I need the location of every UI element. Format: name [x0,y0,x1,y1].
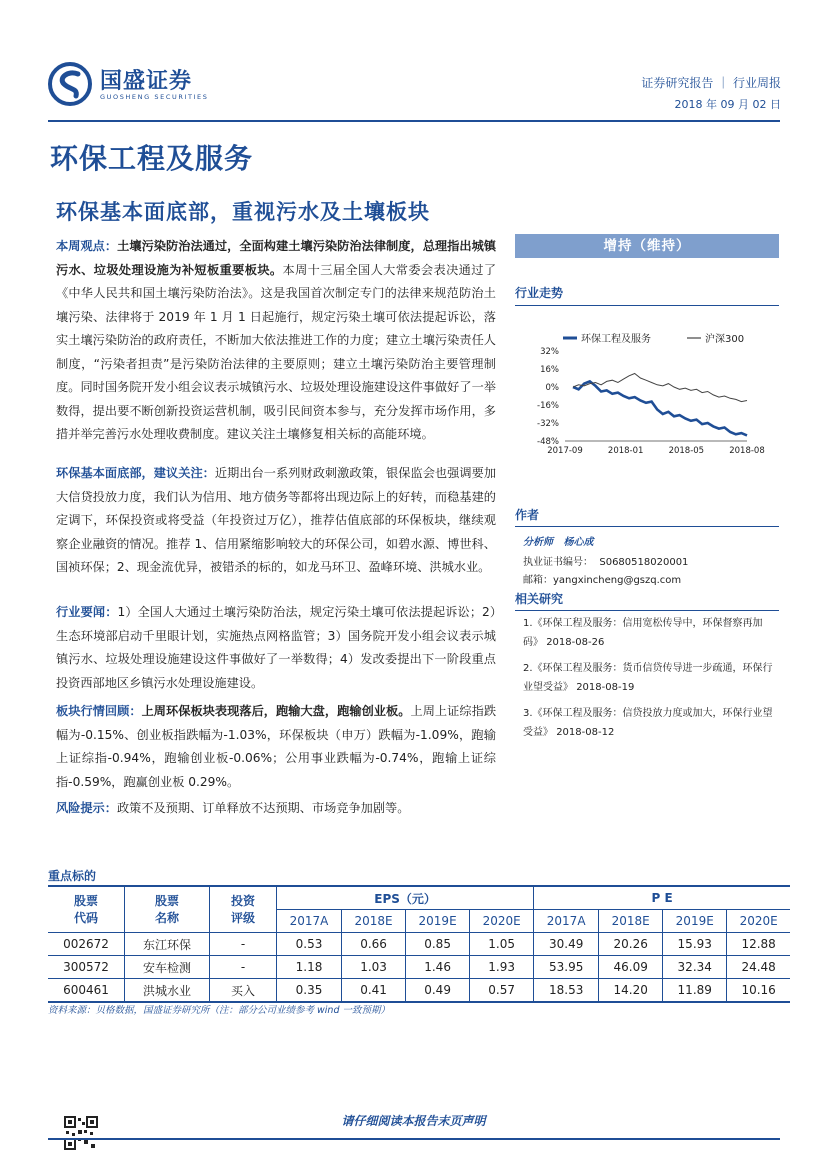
pe-value: 46.09 [599,956,663,979]
stock-rating: - [210,956,277,979]
industry-news-label: 行业要闻： [56,605,118,619]
pe-value: 20.26 [599,933,663,956]
license-label: 执业证书编号： [523,557,593,568]
rating-badge: 增持（维持） [515,234,779,258]
eps-value: 1.46 [406,956,470,979]
fundamentals-text: 近期出台一系列财政刺激政策，银保监会也强调要加大信贷投放力度，我们认为信用、地方债务等都将出现边际上的好转，而稳基建的定调下，环保投资或将受益（年投资过万亿），推荐估值底部的环保板块，继续观察企业融资的情况。推荐 1、信用紧缩影响较大的环保公司，如碧水源、博世科、国祯环保；2、现金流优异，被错杀的标的，如龙马环卫、盈峰环境、洪城水业。 [56,466,497,574]
x-tick-label: 2018-01 [607,446,644,456]
y-tick-label: -16% [537,401,559,411]
analyst-name: 杨心成 [563,537,594,548]
stock-rating: - [210,933,277,956]
footer-disclaimer: 请仔细阅读本报告末页声明 [341,1114,486,1128]
y-tick-label: 32% [540,347,559,357]
stock-name: 洪城水业 [125,979,210,1003]
risk-paragraph [56,797,496,821]
y-tick-label: -32% [537,419,559,429]
key-stocks-table [48,885,790,1003]
eps-value: 0.66 [342,933,406,956]
header-stock-name: 股票名称 [125,886,210,933]
eps-value: 1.18 [277,956,342,979]
eps-value: 0.41 [342,979,406,1003]
related-section-title: 相关研究 [515,592,564,606]
header-eps: EPS（元） [277,886,534,910]
eps-year: 2020E [470,910,534,933]
industry-title: 环保工程及服务 [50,142,254,175]
related-report-1[interactable] [523,614,775,652]
footer-divider [48,1138,780,1140]
email-line [523,571,681,586]
header-divider [48,120,780,122]
related-report-3[interactable] [523,704,775,742]
series-line-industry [573,381,747,435]
y-tick-label: 16% [540,365,559,375]
legend-label-hs300: 沪深300 [705,334,745,345]
pe-value: 10.16 [741,983,776,997]
table-row [48,956,790,979]
trend-section-title: 行业走势 [515,286,564,300]
header-stock-code: 股票代码 [48,886,125,933]
pe-value: 24.48 [741,960,776,974]
table-row [48,933,790,956]
fundamentals-paragraph [56,462,496,580]
analyst-email[interactable]: yangxincheng@gszq.com [553,575,682,586]
pe-year: 2017A [534,910,599,933]
author-section-rule [515,526,779,527]
eps-value: 1.03 [342,956,406,979]
key-stocks-title: 重点标的 [48,869,97,883]
eps-value: 1.05 [470,933,534,956]
related-report-title: 2.《环保工程及服务：货币信贷传导进一步疏通，环保行业望受益》 [523,663,773,693]
email-label: 邮箱： [523,575,553,586]
table-source-note: 资料来源：贝格数据，国盛证券研究所（注：部分公司业绩参考 wind 一致预期） [48,1005,391,1016]
y-tick-label: -48% [537,437,559,447]
report-date: 2018 年 09 月 02 日 [674,98,781,111]
eps-year: 2018E [342,910,406,933]
x-tick-label: 2018-05 [668,446,705,456]
x-tick-label: 2017-09 [547,446,583,456]
x-tick-label: 2018-08 [729,446,765,456]
eps-value: 0.35 [277,979,342,1003]
report-type: 证券研究报告 ｜ 行业周报 [641,76,781,90]
stock-code: 600461 [48,979,125,1003]
pe-year: 2018E [599,910,663,933]
license-line [523,553,688,568]
industry-news-paragraph [56,601,496,695]
risk-text: 政策不及预期、订单释放不达预期、市场竞争加剧等。 [116,801,410,815]
pe-value: 53.95 [534,956,599,979]
company-logo [48,62,218,106]
chart-legend [563,332,744,345]
stock-code: 002672 [48,933,125,956]
eps-year: 2017A [277,910,342,933]
header-pe: P E [534,886,790,910]
pe-year: 2020E [739,914,778,928]
market-review-text: 上周上证综指跌幅为-0.15%、创业板指跌幅为-1.03%，环保板块（申万）跌幅为-1.09%，跑输上证综指-0.94%，跑输创业板-0.06%；公用事业跌幅为-0.74%，跑输上证综指-0.59%，跑赢创业板 0.29%。 [56,704,497,789]
risk-label: 风险提示： [56,801,117,815]
logo-english-name: GUOSHENG SECURITIES [100,93,209,101]
market-review-bold: 上周环保板块表现落后，跑输大盘，跑输创业板。 [141,704,411,718]
eps-value: 0.57 [470,979,534,1003]
related-report-2[interactable] [523,659,775,697]
pe-value: 11.89 [663,979,727,1003]
related-report-date: 2018-08-19 [576,682,635,693]
pe-value: 32.34 [663,956,727,979]
logo-mark-icon [48,62,92,106]
related-report-date: 2018-08-12 [556,727,615,738]
industry-trend-chart [515,325,779,465]
license-number: S0680518020001 [599,557,689,568]
weekly-view-text: 本周十三届全国人大常委会表决通过了《中华人民共和国土壤污染防治法》。这是我国首次制定专门的法律来规范防治土壤污染、法律将于 2019 年 1 月 1 日起施行，规定污染土壤可依法提起诉讼，落实土壤污染防治的政府责任，不断加大依法推进工作的力度；建立土壤污染责任人制度，“污染者担责”是污染防治法律的主要原则；建立土壤污染防治主要管理制度。同时国务院开发小组会议表示城镇污水、垃圾处理设施建设这件事做好了一举数得，提出要不断创新投资运营机制，吸引民间资本参与，充分发挥市场作用，多措并举完善污水处理收费制度。建议关注土壤修复相关标的高能环境。 [56,262,497,441]
legend-label-industry: 环保工程及服务 [581,334,651,345]
fundamentals-label: 环保基本面底部，建议关注： [56,466,215,480]
related-report-date: 2018-08-26 [546,637,605,648]
logo-name: 国盛证券 [100,69,193,94]
author-section-title: 作者 [515,508,540,522]
eps-value: 0.85 [406,933,470,956]
related-report-title: 3.《环保工程及服务：信贷投放力度或加大，环保行业望受益》 [523,708,773,738]
analyst-label: 分析师 [523,537,553,548]
market-review-label: 板块行情回顾： [56,704,142,718]
stock-rating: 买入 [210,979,277,1003]
table-row [48,979,790,1003]
trend-section-rule [515,305,779,306]
pe-year: 2019E [663,910,727,933]
pe-value: 14.20 [599,979,663,1003]
y-tick-label: 0% [545,383,559,393]
weekly-view-label: 本周观点： [56,239,118,253]
related-section-rule [515,610,779,611]
analyst-line [523,533,593,548]
weekly-view-bold: 土壤污染防治法通过，全面构建土壤污染防治法律制度，总理指出城镇污水、垃圾处理设施为补短板重要板块。 [56,239,497,277]
eps-year: 2019E [406,910,470,933]
report-headline: 环保基本面底部，重视污水及土壤板块 [56,200,430,224]
series-line-hs300 [573,374,747,402]
stock-name: 东江环保 [125,933,210,956]
stock-code: 300572 [48,956,125,979]
eps-value: 1.93 [470,956,534,979]
market-review-paragraph [56,700,496,794]
pe-value: 30.49 [534,933,599,956]
pe-value: 12.88 [741,937,776,951]
related-report-title: 1.《环保工程及服务：信用宽松传导中，环保督察再加码》 [523,618,763,648]
eps-value: 0.53 [277,933,342,956]
stock-name: 安车检测 [125,956,210,979]
eps-value: 0.49 [406,979,470,1003]
header-rating: 投资评级 [210,886,277,933]
pe-value: 18.53 [534,979,599,1003]
pe-value: 15.93 [663,933,727,956]
industry-news-text: 1）全国人大通过土壤污染防治法，规定污染土壤可依法提起诉讼；2）生态环境部启动千里眼计划，实施热点网格监管；3）国务院开发小组会议表示城镇污水、垃圾处理设施建设这件事做好了一举数得；4）发改委提出下一阶段重点投资西部地区乡镇污水处理设施建设。 [56,605,496,690]
weekly-view-paragraph [56,235,496,447]
